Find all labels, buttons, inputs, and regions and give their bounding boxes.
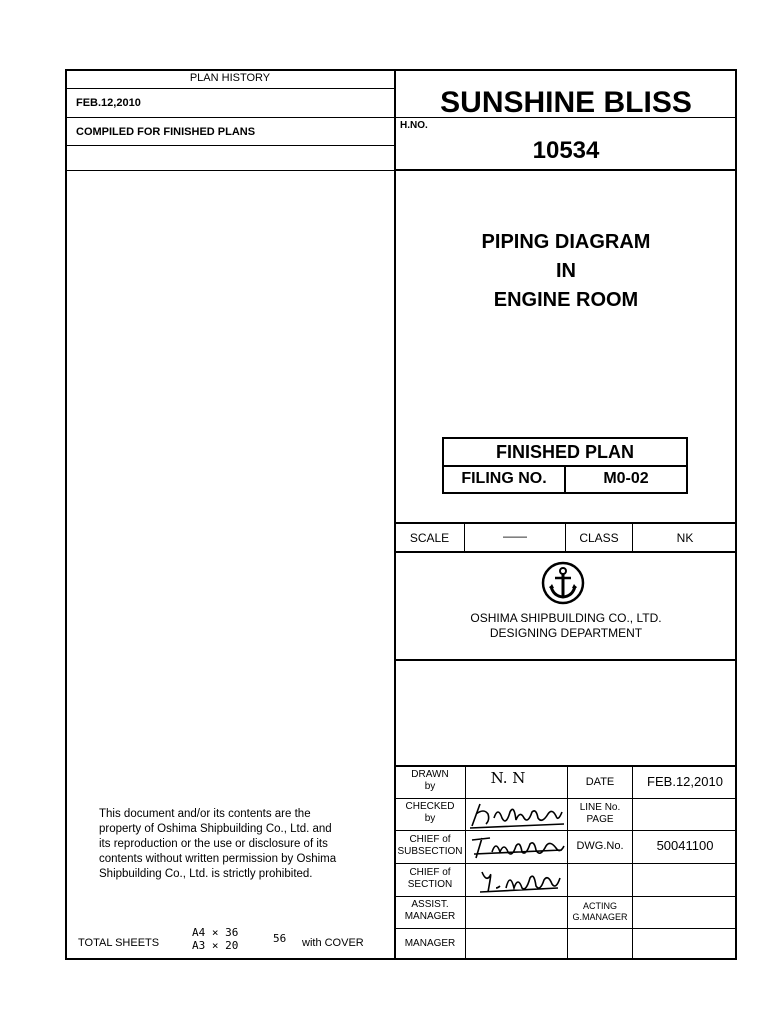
hull-number-label: H.NO. — [400, 120, 428, 131]
center-divider — [394, 69, 396, 960]
divider — [395, 659, 737, 661]
divider — [395, 798, 737, 799]
class-label: CLASS — [579, 531, 619, 545]
divider — [395, 928, 737, 929]
acting-manager-label — [568, 901, 632, 923]
checked-by-label — [395, 801, 465, 825]
notice-line: Shipbuilding Co., Ltd. is strictly prohibited. — [99, 868, 313, 880]
drawn-by-label — [395, 769, 465, 793]
checked-signature — [468, 800, 566, 830]
label-line: by — [424, 813, 436, 824]
divider — [395, 863, 737, 864]
label-line: SECTION — [407, 879, 453, 890]
sheets-a4: A4 × 36 — [192, 926, 239, 939]
divider — [65, 145, 395, 146]
anchor-icon — [541, 561, 585, 605]
label-line: G.MANAGER — [572, 912, 628, 922]
dwg-number: 50041100 — [656, 838, 714, 853]
drawing-title — [395, 228, 737, 315]
notice-line: This document and/or its contents are the — [99, 808, 311, 820]
drawing-title-line: IN — [556, 260, 576, 282]
label-line: CHIEF of — [409, 867, 451, 878]
class-value: NK — [676, 531, 694, 545]
drawing-title-line: ENGINE ROOM — [493, 289, 639, 311]
label-line: CHIEF of — [409, 834, 451, 845]
scale-label: SCALE — [409, 531, 450, 545]
filing-number: M0-02 — [603, 470, 649, 487]
company-department: DESIGNING DEPARTMENT — [489, 626, 643, 640]
line-no-label — [568, 802, 632, 826]
divider — [395, 522, 737, 524]
divider — [395, 830, 737, 831]
divider — [395, 551, 737, 553]
plan-history-heading: PLAN HISTORY — [189, 72, 271, 84]
chief-subsection-label — [395, 834, 465, 858]
chief-section-signature — [478, 866, 564, 896]
total-sheets-label: TOTAL SHEETS — [78, 937, 160, 949]
manager-label: MANAGER — [404, 938, 456, 949]
drawn-by-value: N. N — [490, 769, 526, 787]
divider — [65, 170, 395, 171]
with-cover-label: with COVER — [302, 937, 364, 949]
sheets-a3: A3 × 20 — [192, 939, 239, 952]
drawing-title-line: PIPING DIAGRAM — [481, 231, 651, 253]
divider — [465, 766, 466, 960]
divider — [65, 117, 395, 118]
date-label: DATE — [585, 776, 615, 788]
label-line: DRAWN — [411, 769, 449, 780]
confidentiality-notice — [99, 807, 336, 882]
chief-subsection-signature — [468, 832, 566, 862]
company-name: OSHIMA SHIPBUILDING CO., LTD. — [470, 611, 662, 625]
divider — [395, 765, 737, 767]
label-line: MANAGER — [404, 911, 456, 922]
divider — [395, 169, 737, 171]
divider — [567, 766, 568, 960]
divider — [395, 896, 737, 897]
label-line: by — [424, 781, 436, 792]
filing-number-label: FILING NO. — [461, 470, 547, 487]
label-line: SUBSECTION — [397, 846, 463, 857]
notice-line: its reproduction or the use or disclosure of its — [99, 838, 328, 850]
dwg-number-label: DWG.No. — [576, 840, 624, 852]
label-line: ASSIST. — [411, 899, 449, 910]
plan-history-note: COMPILED FOR FINISHED PLANS — [76, 126, 256, 138]
notice-line: contents without written permission by Oshima — [99, 853, 337, 865]
ship-name: SUNSHINE BLISS — [440, 86, 692, 119]
divider — [632, 766, 633, 960]
label-line: ACTING — [582, 901, 617, 911]
notice-line: property of Oshima Shipbuilding Co., Ltd. and — [99, 823, 332, 835]
label-line: PAGE — [586, 814, 614, 825]
date-value: FEB.12,2010 — [647, 774, 723, 789]
divider — [65, 88, 395, 89]
hull-number: 10534 — [532, 137, 600, 164]
plan-history-date: FEB.12,2010 — [76, 97, 141, 109]
scale-value: —— — [503, 529, 527, 543]
finished-plan-heading: FINISHED PLAN — [495, 442, 634, 462]
sheets-count: 56 — [273, 932, 287, 945]
label-line: CHECKED — [405, 801, 455, 812]
chief-section-label — [395, 867, 465, 891]
assist-manager-label — [395, 899, 465, 923]
label-line: LINE No. — [579, 802, 621, 813]
